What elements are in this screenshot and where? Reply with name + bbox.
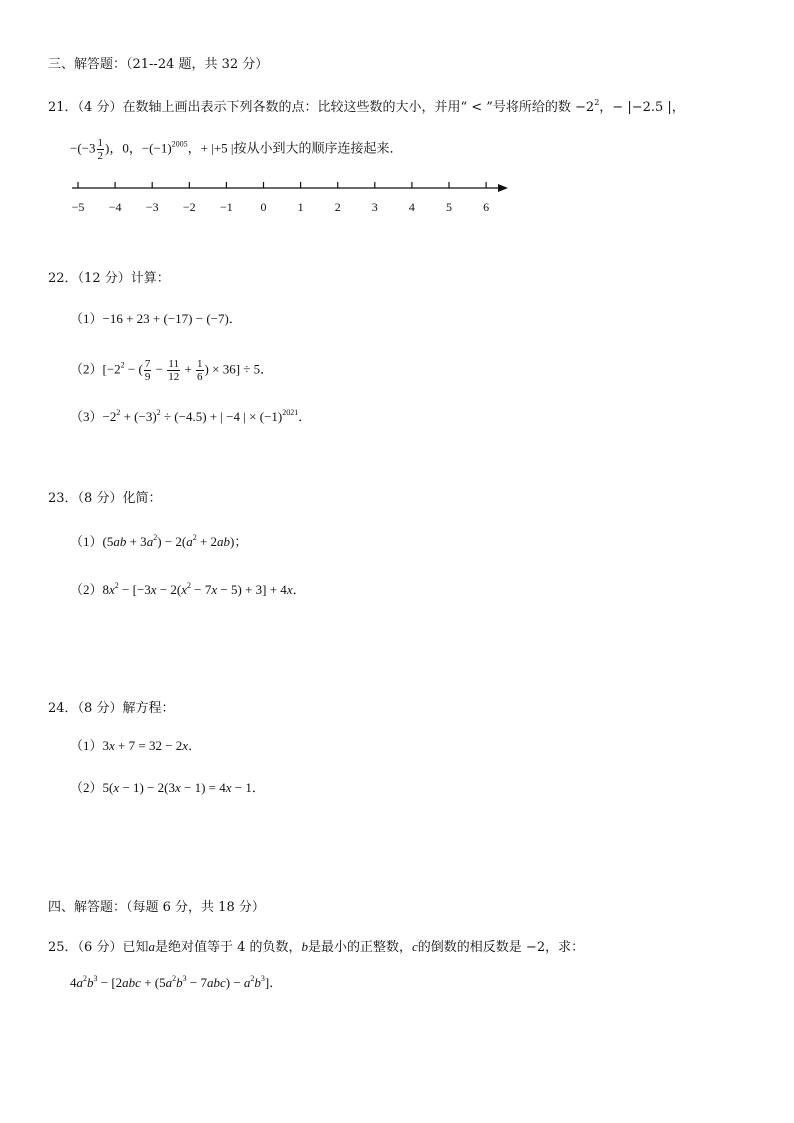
q23-p1-b: + 3 bbox=[126, 534, 147, 549]
q22-p2-a: （2）[−2 bbox=[70, 361, 121, 377]
q22-part-3 bbox=[70, 408, 311, 426]
q22-p3-s1: 2 bbox=[116, 408, 121, 417]
q25-e-v6: abc bbox=[206, 975, 226, 990]
q23-p1-s: 2 bbox=[153, 533, 158, 542]
number-line-tick-label: 2 bbox=[334, 200, 341, 214]
q23-p1-ab: ab bbox=[113, 534, 127, 549]
section-4-title: 四、解答题：（每题 6 分，共 18 分） bbox=[48, 900, 265, 915]
q24-p1-x1: x bbox=[109, 738, 115, 753]
q25-e-v8: b bbox=[254, 975, 261, 990]
q25-head bbox=[48, 938, 584, 957]
q25-head-a: 25．（6 分）已知 bbox=[48, 940, 149, 955]
q24-part-1 bbox=[70, 737, 201, 755]
q23-p2-x5: x bbox=[286, 582, 293, 597]
q23-p1-s2: 2 bbox=[192, 533, 197, 542]
number-line-tick-label: −5 bbox=[71, 200, 85, 214]
q25-var-b: b bbox=[301, 939, 308, 954]
q23-part-2 bbox=[70, 581, 306, 599]
q24-p2-x2: x bbox=[174, 780, 181, 795]
q23-p2-b: − [−3 bbox=[118, 582, 151, 597]
q22-p3-b: + (−3) bbox=[120, 409, 157, 424]
q23-p2-x1: x bbox=[109, 582, 115, 597]
q25-e-c: + (5 bbox=[140, 975, 166, 990]
q22-head: 22．（12 分）计算： bbox=[48, 271, 170, 286]
q21-sup-1: 2 bbox=[594, 98, 600, 107]
number-line-tick-label: 1 bbox=[297, 200, 304, 214]
q23-p1-a: （1）(5 bbox=[70, 534, 114, 549]
q24-p1-b: + 7 = 32 − 2 bbox=[114, 738, 183, 753]
q25-e-v3: abc bbox=[122, 975, 141, 990]
q21-head: 21．（4 分）在数轴上画出表示下列各数的点：比较这些数的大小，并用“ < ”号将所给的数 −2 bbox=[48, 100, 595, 115]
q25-e-v7: a bbox=[243, 975, 251, 990]
q24-p2-b: − 1) − 2(3 bbox=[119, 780, 175, 795]
q22-p2-b: − ( bbox=[124, 361, 143, 377]
q25-e-a: 4 bbox=[70, 975, 77, 990]
q23-p2-s1: 2 bbox=[114, 581, 119, 590]
q25-e-s3: 2 bbox=[172, 974, 177, 983]
q24-p2-x3: x bbox=[225, 780, 232, 795]
number-line-arrow-icon bbox=[498, 184, 508, 192]
q24-part-2 bbox=[70, 779, 265, 797]
q24-p2-a: （2）5( bbox=[70, 780, 114, 795]
q22-f2-den: 12 bbox=[168, 371, 180, 383]
q22-fraction-3 bbox=[196, 358, 204, 383]
q23-p2-c: − 2( bbox=[156, 582, 182, 597]
q23-p1-ab2: ab bbox=[217, 534, 231, 549]
q23-p2-x2: x bbox=[150, 582, 157, 597]
q25-e-v2: b bbox=[87, 975, 94, 990]
q25-e-d: − 7 bbox=[186, 975, 207, 990]
q22-part-2 bbox=[70, 358, 273, 383]
number-line-tick-label: −4 bbox=[108, 200, 122, 214]
number-line-tick-label: 5 bbox=[446, 200, 452, 214]
q23-p2-s2: 2 bbox=[187, 581, 192, 590]
q22-part-1: （1）−16 + 23 + (−17) − (−7)． bbox=[70, 311, 242, 326]
q24-p1-a: （1）3 bbox=[70, 738, 110, 753]
q21-frac-den: 2 bbox=[97, 150, 103, 162]
q22-f3-den: 6 bbox=[197, 371, 203, 383]
q22-p3-s2: 2 bbox=[156, 408, 161, 417]
q24-p2-c: − 1) = 4 bbox=[180, 780, 226, 795]
q25-e-s5: 2 bbox=[250, 974, 255, 983]
q25-e-s2: 3 bbox=[93, 974, 98, 983]
q22-p3-d: ． bbox=[298, 409, 312, 424]
q21-sup-2: 2005 bbox=[171, 139, 188, 149]
q23-p1-a2: a bbox=[146, 534, 154, 549]
q22-p3-c: ÷ (−4.5) + | −4 | × (−1) bbox=[160, 409, 283, 424]
q21-l2c: ，+ |+5 |按从小到大的顺序连接起来． bbox=[187, 140, 403, 156]
q24-p2-d: − 1． bbox=[231, 780, 265, 795]
q22-p2-m1: − bbox=[152, 361, 167, 377]
q21-l2a: −(−3 bbox=[70, 140, 96, 156]
q22-f3-num: 1 bbox=[197, 358, 203, 370]
number-line-tick-label: 4 bbox=[408, 200, 415, 214]
q25-e-s1: 2 bbox=[83, 974, 87, 983]
q23-p1-d: + 2 bbox=[196, 534, 218, 549]
q22-p2-sup: 2 bbox=[120, 360, 125, 370]
q21-l2b: )，0，−(−1) bbox=[105, 140, 172, 156]
q22-p2-c: ) × 36] ÷ 5． bbox=[204, 361, 274, 377]
q22-fraction-2 bbox=[167, 358, 180, 383]
q24-p1-c: ． bbox=[188, 738, 202, 753]
q22-f1-den: 9 bbox=[144, 371, 151, 383]
q23-p1-e: )； bbox=[230, 534, 248, 549]
q22-f1-num: 7 bbox=[144, 358, 151, 370]
number-line-tick-label: −2 bbox=[182, 200, 196, 214]
section-3-title: 三、解答题：（21--24 题，共 32 分） bbox=[48, 57, 269, 72]
q22-f2-num: 11 bbox=[168, 358, 179, 370]
q21-tail-1: ，− |−2.5 |， bbox=[599, 100, 685, 115]
number-line-tick-label: −1 bbox=[220, 200, 233, 214]
q23-p2-d: − 7 bbox=[191, 582, 212, 597]
q22-p3-a: （3）−2 bbox=[70, 409, 117, 424]
q23-p1-c: ) − 2( bbox=[157, 534, 187, 549]
q22-p2-m2: + bbox=[181, 361, 196, 377]
q25-head-d: 的倒数的相反数是 −2，求： bbox=[417, 940, 585, 955]
q23-p1-a3: a bbox=[186, 534, 193, 549]
q24-p2-x1: x bbox=[113, 780, 120, 795]
q23-head: 23．（8 分）化简： bbox=[48, 491, 162, 506]
q25-e-v5: b bbox=[176, 975, 183, 990]
q23-p2-a: （2）8 bbox=[70, 582, 110, 597]
q23-p2-x4: x bbox=[211, 582, 218, 597]
number-line bbox=[0, 0, 794, 230]
number-line-tick-label: 0 bbox=[260, 200, 267, 214]
q25-e-v1: a bbox=[76, 975, 83, 990]
q25-e-s4: 3 bbox=[182, 974, 187, 983]
q25-expression bbox=[70, 974, 282, 992]
q23-part-1 bbox=[70, 533, 247, 551]
q25-e-v4: a bbox=[165, 975, 173, 990]
q25-var-a: a bbox=[148, 939, 155, 954]
q25-head-c: 是最小的正整数， bbox=[308, 940, 413, 955]
number-line-tick-label: 3 bbox=[371, 200, 378, 214]
q25-var-c: c bbox=[412, 939, 418, 954]
q22-fraction-1 bbox=[144, 358, 152, 383]
q22-p3-s3: 2021 bbox=[282, 408, 299, 417]
q24-p1-x2: x bbox=[182, 738, 189, 753]
q21-frac-num: 1 bbox=[97, 137, 103, 149]
q25-e-e: ) − bbox=[225, 975, 244, 990]
q24-head: 24．（8 分）解方程： bbox=[48, 701, 175, 716]
number-line-tick-label: −3 bbox=[145, 200, 159, 214]
q23-p2-e: − 5) + 3] + 4 bbox=[217, 582, 287, 597]
q25-e-f: ]． bbox=[264, 975, 283, 990]
number-line-tick-label: 6 bbox=[483, 200, 490, 214]
q25-e-s6: 3 bbox=[260, 974, 265, 983]
q23-p2-f: ． bbox=[292, 582, 306, 597]
q25-e-b: − [2 bbox=[97, 975, 123, 990]
q25-head-b: 是绝对值等于 4 的负数， bbox=[154, 940, 302, 955]
q23-p2-x3: x bbox=[181, 582, 188, 597]
